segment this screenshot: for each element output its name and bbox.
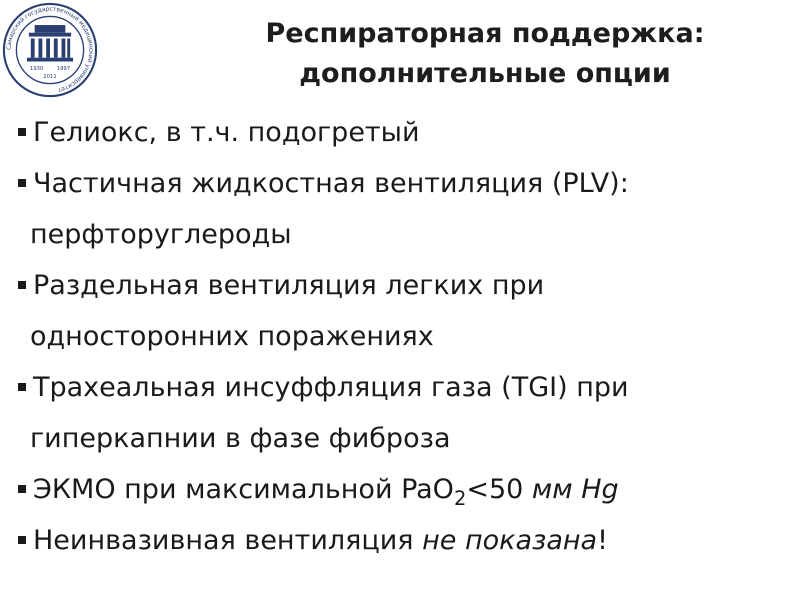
bullet-marker — [18, 536, 26, 544]
bullet-marker — [18, 128, 26, 136]
bullet-marker — [18, 383, 26, 391]
bullet-item-separate-ventilation: Раздельная вентиляция легких при односторонних поражениях — [0, 260, 800, 362]
bullet-list — [0, 107, 800, 566]
bullet-item-plv: Частичная жидкостная вентиляция (PLV): перфторуглероды — [0, 158, 800, 260]
slide-title — [190, 14, 780, 94]
title-line-1: Респираторная поддержка: — [265, 18, 705, 49]
bullet-marker — [18, 179, 26, 187]
logo-year-right: 1997 — [56, 66, 71, 73]
title-line-2: дополнительные опции — [299, 58, 671, 89]
bullet-marker — [18, 281, 26, 289]
bullet-item-ecmo: ЭКМО при максимальной PaO$_2$<50 мм Hg — [0, 464, 800, 515]
university-logo — [2, 2, 98, 98]
logo-year-bottom: 2011 — [43, 73, 57, 80]
bullet-item-tgi: Трахеальная инсуффляция газа (TGI) при гиперкапнии в фазе фиброза — [0, 362, 800, 464]
logo-year-left: 1930 — [29, 66, 44, 73]
bullet-marker — [18, 485, 26, 493]
bullet-item-niv: Неинвазивная вентиляция не показана! — [0, 515, 800, 566]
logo-ring-text: Самарский государственный медицинский университет — [5, 5, 95, 94]
bullet-item-heliox: Гелиокс, в т.ч. подогретый — [0, 107, 800, 158]
